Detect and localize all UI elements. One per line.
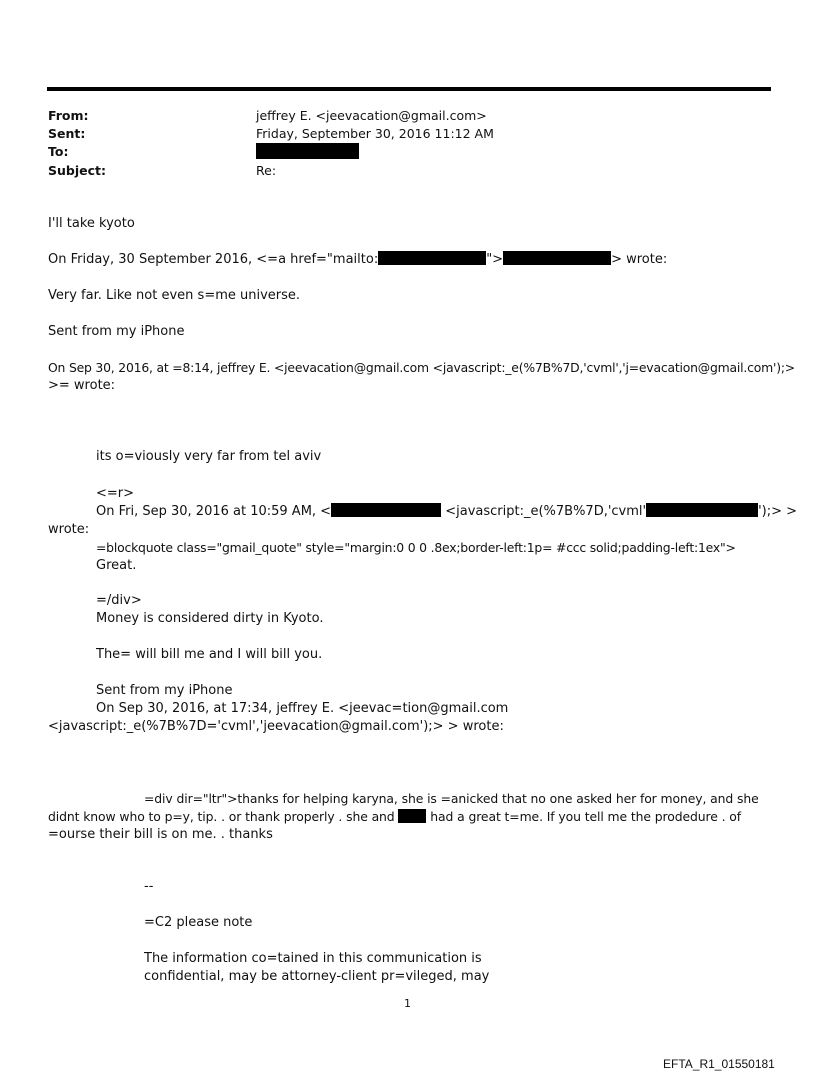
nested-quote-line [48, 808, 741, 826]
signature-line: =C2 please note [144, 915, 253, 930]
quote-line: =blockquote class="gmail_quote" style="margin:0 0 0 .8ex;border-left:1p= #ccc solid;padding-left:1ex"> [96, 540, 736, 555]
sent-label: Sent: [48, 126, 86, 141]
redaction [378, 251, 486, 265]
quote-line: On Sep 30, 2016, at 17:34, jeffrey E. <jeevac=tion@gmail.com [96, 701, 509, 716]
body-line: On Sep 30, 2016, at =8:14, jeffrey E. <jeevacation@gmail.com <javascript:_e(%7B%7D,'cvml','j=evacation@gmail.com');> [48, 360, 795, 375]
body-text: On Friday, 30 September 2016, <=a href="mailto: [48, 252, 379, 267]
subject-label: Subject: [48, 163, 106, 178]
quote-line: <=r> [96, 486, 135, 501]
body-text: didnt know who to p=y, tip. . or thank properly . she and [48, 809, 395, 824]
body-line: I'll take kyoto [48, 216, 135, 231]
redaction [331, 503, 441, 517]
nested-quote-line: =ourse their bill is on me. . thanks [48, 827, 273, 842]
redaction [646, 503, 758, 517]
redaction [398, 809, 426, 823]
signature-line: confidential, may be attorney-client pr=vileged, may [144, 969, 490, 984]
quote-line: Sent from my iPhone [96, 683, 233, 698]
from-value: jeffrey E. <jeevacation@gmail.com> [256, 108, 487, 123]
signature-line: -- [144, 879, 154, 894]
quote-line: <javascript:_e(%7B%7D='cvml','jeevacation@gmail.com');> > wrote: [48, 719, 504, 734]
body-text: > wrote: [611, 252, 668, 267]
quote-line: =/div> [96, 593, 142, 608]
document-id: EFTA_R1_01550181 [663, 1057, 775, 1071]
quote-line: wrote: [48, 522, 90, 537]
body-text: <javascript:_e(%7B%7D,'cvml' [445, 504, 647, 519]
body-text: "> [486, 252, 504, 267]
signature-line: The information co=tained in this communication is [144, 951, 482, 966]
page-number: 1 [404, 997, 411, 1010]
nested-quote-line: =div dir="ltr">thanks for helping karyna, she is =anicked that no one asked her for money, and she [144, 791, 759, 806]
redaction [503, 251, 611, 265]
header-rule [47, 87, 771, 91]
quote-line: its o=viously very far from tel aviv [96, 449, 322, 464]
body-line: Sent from my iPhone [48, 324, 185, 339]
from-label: From: [48, 108, 89, 123]
body-line: >= wrote: [48, 378, 116, 393]
body-text: On Fri, Sep 30, 2016 at 10:59 AM, < [96, 504, 332, 519]
to-redaction [256, 143, 359, 159]
quote-line: Great. [96, 558, 137, 573]
to-label: To: [48, 144, 69, 159]
body-line: Very far. Like not even s=me universe. [48, 288, 301, 303]
body-text: ');> > [758, 504, 798, 519]
quote-line [96, 503, 797, 521]
quote-line: The= will bill me and I will bill you. [96, 647, 323, 662]
body-line [48, 251, 667, 269]
body-text: had a great t=me. If you tell me the prodedure . of [430, 809, 742, 824]
subject-value: Re: [256, 163, 277, 178]
sent-value: Friday, September 30, 2016 11:12 AM [256, 126, 494, 141]
quote-line: Money is considered dirty in Kyoto. [96, 611, 324, 626]
